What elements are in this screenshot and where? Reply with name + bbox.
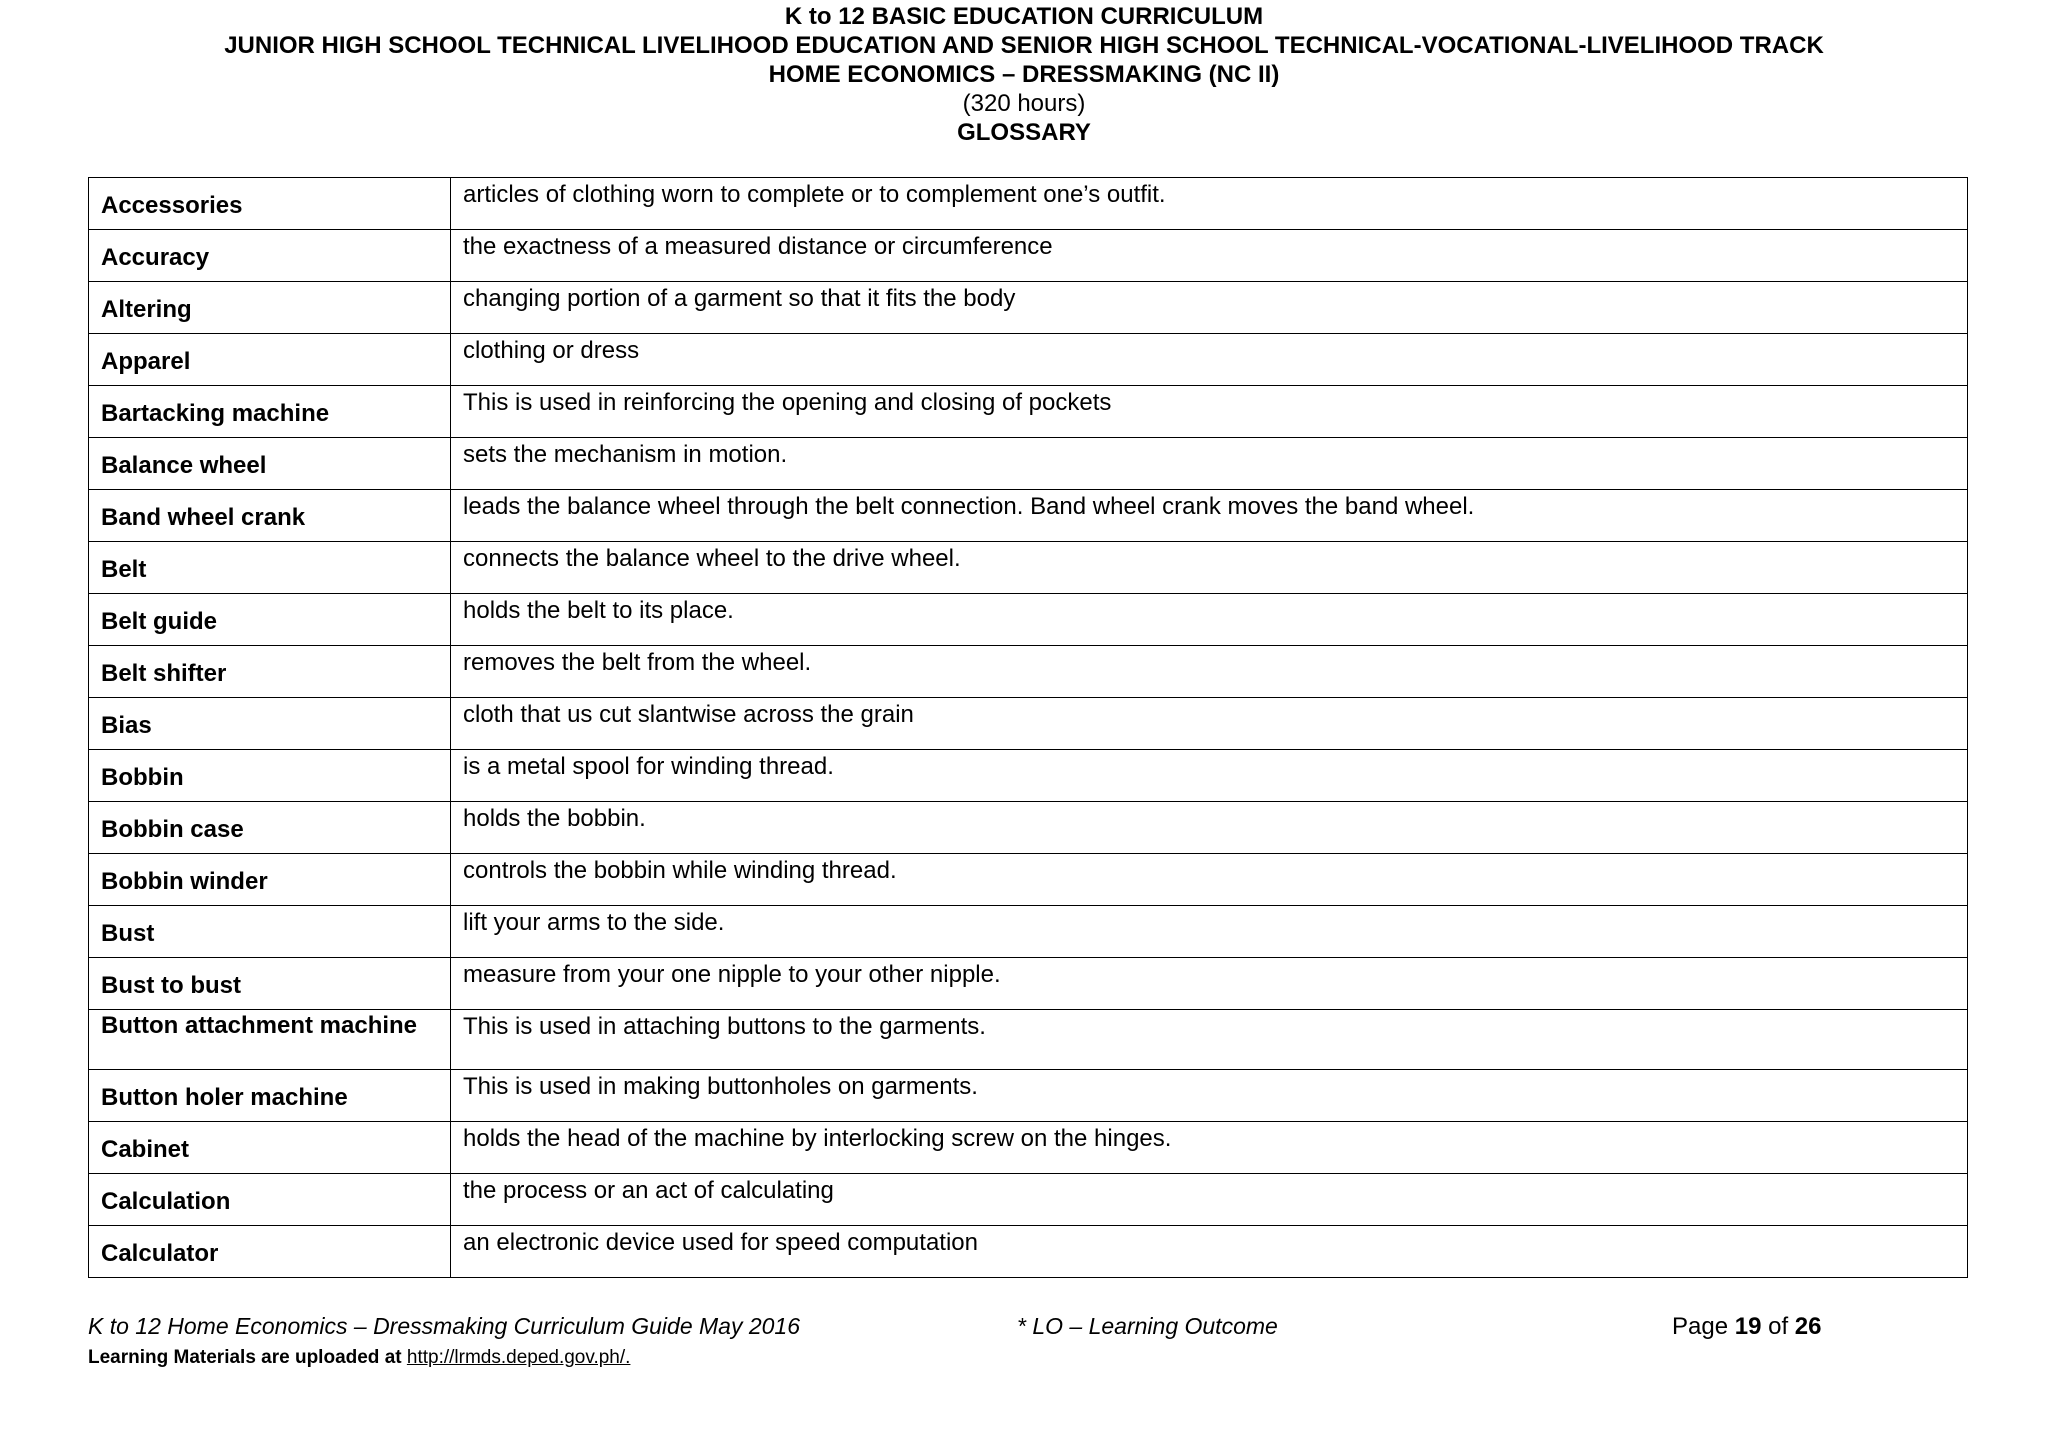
glossary-definition: connects the balance wheel to the drive wheel. — [451, 542, 1968, 594]
table-row — [89, 1226, 1968, 1278]
footer-lo-note: * LO – Learning Outcome — [1017, 1313, 1278, 1339]
glossary-term: Balance wheel — [89, 438, 451, 490]
glossary-definition: holds the head of the machine by interlocking screw on the hinges. — [451, 1122, 1968, 1174]
section-title: GLOSSARY — [957, 119, 1091, 146]
document-header — [0, 2, 2048, 147]
glossary-term: Belt — [89, 542, 451, 594]
glossary-term: Bust to bust — [89, 958, 451, 1010]
table-row — [89, 1070, 1968, 1122]
footer-materials-note — [88, 1347, 630, 1369]
glossary-definition: This is used in reinforcing the opening and closing of pockets — [451, 386, 1968, 438]
glossary-term: Button holer machine — [89, 1070, 451, 1122]
table-row — [89, 906, 1968, 958]
table-row — [89, 594, 1968, 646]
materials-label: Learning Materials are uploaded at — [88, 1347, 407, 1368]
glossary-term: Belt guide — [89, 594, 451, 646]
glossary-definition: the process or an act of calculating — [451, 1174, 1968, 1226]
glossary-definition: articles of clothing worn to complete or to complement one’s outfit. — [451, 178, 1968, 230]
glossary-definition: changing portion of a garment so that it fits the body — [451, 282, 1968, 334]
glossary-term: Bobbin case — [89, 802, 451, 854]
glossary-definition: clothing or dress — [451, 334, 1968, 386]
footer-guide-title: K to 12 Home Economics – Dressmaking Curriculum Guide May 2016 — [88, 1313, 801, 1339]
table-row — [89, 646, 1968, 698]
glossary-term: Bobbin winder — [89, 854, 451, 906]
table-row — [89, 438, 1968, 490]
glossary-definition: removes the belt from the wheel. — [451, 646, 1968, 698]
glossary-term: Altering — [89, 282, 451, 334]
glossary-term: Accuracy — [89, 230, 451, 282]
glossary-definition: holds the belt to its place. — [451, 594, 1968, 646]
glossary-definition: holds the bobbin. — [451, 802, 1968, 854]
glossary-definition: the exactness of a measured distance or circumference — [451, 230, 1968, 282]
glossary-term: Accessories — [89, 178, 451, 230]
glossary-term: Button attachment machine — [89, 1010, 451, 1070]
glossary-term: Belt shifter — [89, 646, 451, 698]
page-prefix: Page — [1672, 1313, 1735, 1340]
glossary-definition: is a metal spool for winding thread. — [451, 750, 1968, 802]
glossary-definition: leads the balance wheel through the belt connection. Band wheel crank moves the band wheel. — [451, 490, 1968, 542]
table-row — [89, 490, 1968, 542]
table-row — [89, 1010, 1968, 1070]
table-row — [89, 1174, 1968, 1226]
table-row — [89, 386, 1968, 438]
glossary-definition: measure from your one nipple to your other nipple. — [451, 958, 1968, 1010]
curriculum-title: K to 12 BASIC EDUCATION CURRICULUM — [784, 3, 1264, 30]
glossary-term: Cabinet — [89, 1122, 451, 1174]
course-hours: (320 hours) — [962, 90, 1086, 117]
glossary-definition: lift your arms to the side. — [451, 906, 1968, 958]
page-current: 19 — [1734, 1313, 1762, 1340]
glossary-definition: an electronic device used for speed computation — [451, 1226, 1968, 1278]
glossary-table — [88, 177, 1968, 1278]
glossary-term: Bias — [89, 698, 451, 750]
table-row — [89, 958, 1968, 1010]
glossary-term: Bartacking machine — [89, 386, 451, 438]
glossary-definition: This is used in making buttonholes on garments. — [451, 1070, 1968, 1122]
table-row — [89, 542, 1968, 594]
glossary-term: Calculator — [89, 1226, 451, 1278]
glossary-term: Bust — [89, 906, 451, 958]
glossary-definition: This is used in attaching buttons to the garments. — [451, 1010, 1968, 1070]
glossary-definition: sets the mechanism in motion. — [451, 438, 1968, 490]
materials-link[interactable]: http://lrmds.deped.gov.ph/. — [406, 1347, 631, 1368]
program-title: JUNIOR HIGH SCHOOL TECHNICAL LIVELIHOOD EDUCATION AND SENIOR HIGH SCHOOL TECHNICAL-VOCATIONAL-LIVELIHOOD TRACK — [224, 32, 1824, 59]
table-row — [89, 750, 1968, 802]
glossary-term: Apparel — [89, 334, 451, 386]
glossary-definition: controls the bobbin while winding thread. — [451, 854, 1968, 906]
table-row — [89, 230, 1968, 282]
glossary-term: Calculation — [89, 1174, 451, 1226]
glossary-term: Bobbin — [89, 750, 451, 802]
table-row — [89, 282, 1968, 334]
table-row — [89, 854, 1968, 906]
page-total: 26 — [1794, 1313, 1822, 1340]
glossary-definition: cloth that us cut slantwise across the grain — [451, 698, 1968, 750]
table-row — [89, 178, 1968, 230]
page-of: of — [1761, 1313, 1795, 1340]
table-row — [89, 1122, 1968, 1174]
page-number — [1672, 1313, 1821, 1341]
table-row — [89, 334, 1968, 386]
table-row — [89, 802, 1968, 854]
course-title: HOME ECONOMICS – DRESSMAKING (NC II) — [768, 61, 1280, 88]
glossary-term: Band wheel crank — [89, 490, 451, 542]
table-row — [89, 698, 1968, 750]
